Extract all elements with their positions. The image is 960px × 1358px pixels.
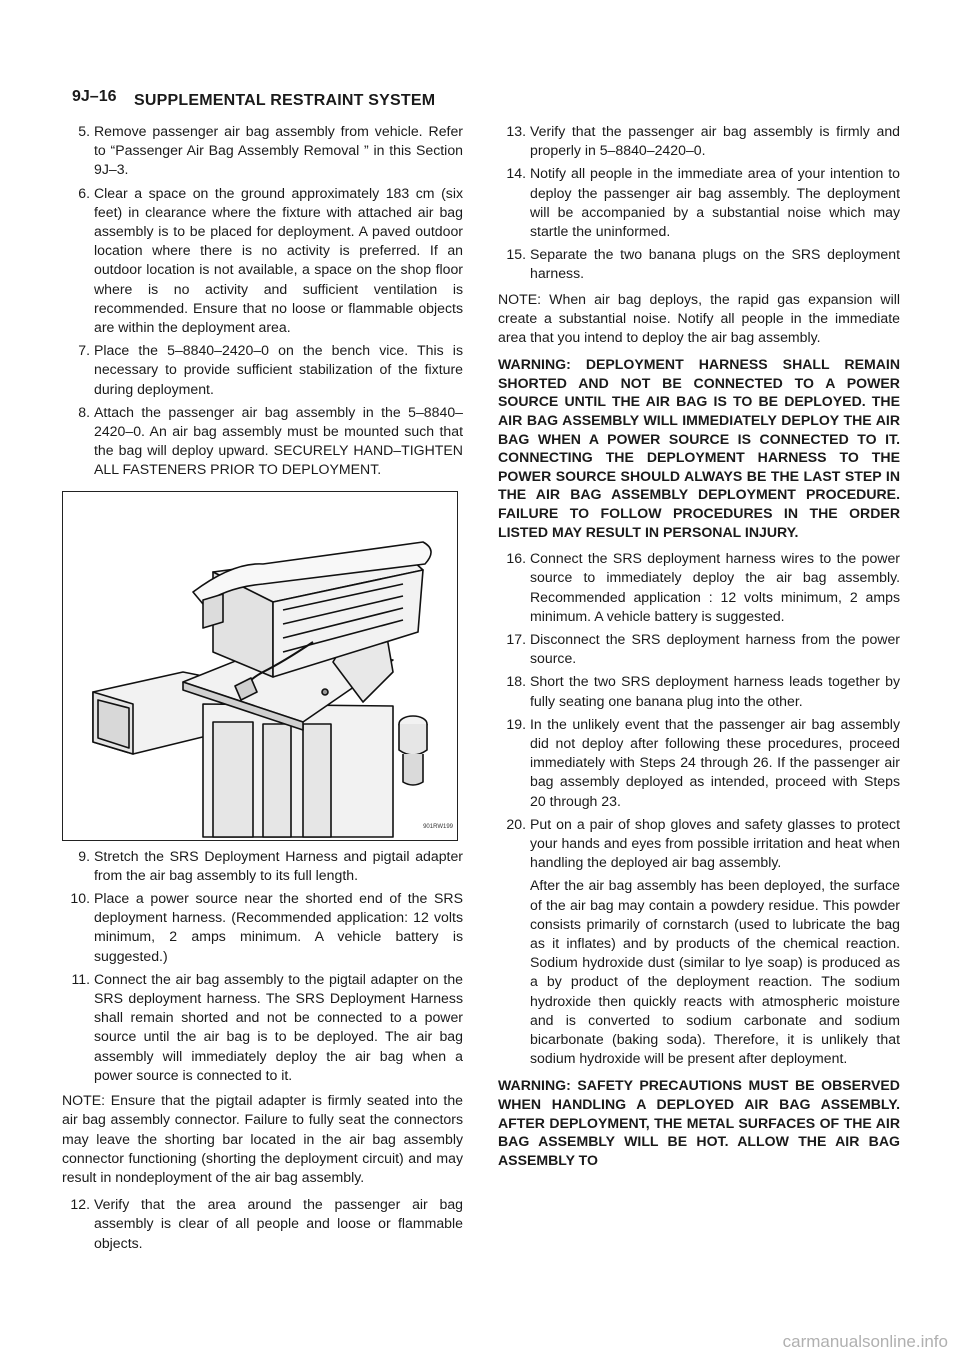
step-text [94, 184, 463, 338]
step-number: 9. [78, 847, 90, 864]
procedure-step [62, 122, 463, 180]
step-paragraph: Separate the two banana plugs on the SRS deployment harness. [530, 246, 900, 282]
step-number: 5. [78, 123, 90, 139]
step-number: 13. [506, 123, 526, 139]
step-text [94, 889, 463, 966]
step-paragraph: Remove passenger air bag assembly from vehicle. Refer to “Passenger Air Bag Assembly Removal ” in this Section 9J–3. [94, 123, 463, 178]
step-paragraph: Verify that the area around the passenger air bag assembly is clear of all people and loose or flammable objects. [94, 1196, 463, 1251]
procedure-step [62, 184, 463, 338]
step-text [530, 245, 900, 283]
note-right: NOTE: When air bag deploys, the rapid gas expansion will create a substantial noise. Notify all people in the immediate area that you intend to deploy the air bag assembly. [498, 290, 900, 346]
watermark: carmanualsonline.info [782, 1332, 948, 1351]
step-text [94, 341, 463, 399]
procedure-step [62, 403, 463, 480]
step-text [530, 815, 900, 1069]
right-column [498, 122, 900, 1177]
page-number: 9J–16 [72, 88, 117, 105]
procedure-step [62, 1195, 463, 1253]
step-text [94, 847, 463, 885]
warning-safety-precautions: WARNING: SAFETY PRECAUTIONS MUST BE OBSERVED WHEN HANDLING A DEPLOYED AIR BAG ASSEMBLY. AFTER DEPLOYMENT, THE METAL SURFACES OF THE AIR BAG ASSEMBLY WILL BE HOT. ALLOW THE AIR BAG ASSEMBLY TO [498, 1077, 900, 1168]
procedure-step [498, 672, 900, 710]
procedure-step [62, 847, 463, 885]
step-number: 19. [506, 715, 526, 732]
step-paragraph: In the unlikely event that the passenger air bag assembly did not deploy after following these procedures, proceed immediately with Steps 24 through 26. If the passenger air bag assembly deployed as intended, proceed with Steps 20 through 23. [530, 715, 900, 809]
step-paragraph: Verify that the passenger air bag assembly is firmly and properly in 5–8840–2420–0. [530, 123, 900, 159]
step-number: 20. [506, 815, 526, 832]
warning-deployment-harness: WARNING: DEPLOYMENT HARNESS SHALL REMAIN SHORTED AND NOT BE CONNECTED TO A POWER SOURCE UNTIL THE AIR BAG IS TO BE DEPLOYED. THE AIR BAG ASSEMBLY WILL IMMEDIATELY DEPLOY THE AIR BAG WHEN A POWER SOURCE IS CONNECTED TO IT. CONNECTING THE DEPLOYMENT HARNESS TO THE POWER SOURCE SHOULD ALWAYS BE THE LAST STEP IN THE AIR BAG ASSEMBLY DEPLOYMENT PROCEDURE. FAILURE TO FOLLOW PROCEDURES IN THE ORDER LISTED MAY RESULT IN PERSONAL INJURY. [498, 356, 900, 540]
step-number: 17. [506, 630, 526, 647]
procedure-step [62, 889, 463, 966]
step-number: 8. [78, 403, 90, 420]
step-number: 15. [506, 246, 526, 263]
step-paragraph: Connect the SRS deployment harness wires to the power source to immediately deploy the air bag assembly. Recommended application : 12 volts minimum, 2 amps minimum. A vehicle battery is suggested. [530, 550, 900, 624]
airbag-fixture-illustration [63, 492, 458, 841]
step-text [530, 715, 900, 811]
deployment-fixture-figure [62, 491, 458, 841]
step-number: 16. [506, 550, 526, 567]
figure-code: 901RW199 [423, 824, 453, 831]
step-paragraph: Short the two SRS deployment harness leads together by fully seating one banana plug into the other. [530, 673, 900, 709]
step-text [530, 630, 900, 668]
step-text [94, 1195, 463, 1253]
procedure-step [498, 815, 900, 1069]
step-paragraph: Place the 5–8840–2420–0 on the bench vice. This is necessary to provide sufficient stabilization of the fixture during deployment. [94, 342, 463, 397]
step-text [530, 122, 900, 160]
step-number: 12. [70, 1196, 90, 1213]
step-number: 11. [71, 970, 90, 987]
step-text [94, 970, 463, 1085]
procedure-step [498, 715, 900, 811]
step-number: 10. [70, 890, 90, 907]
step-text [530, 549, 900, 626]
step-text [530, 672, 900, 710]
step-paragraph: Put on a pair of shop gloves and safety glasses to protect your hands and eyes from possible irritation and heat when handling the deployed air bag assembly. [530, 815, 900, 871]
step-paragraph: Place a power source near the shorted end of the SRS deployment harness. (Recommended application: 12 volts minimum, 2 amps minimum. A vehicle battery is suggested.) [94, 890, 463, 964]
page-header [64, 88, 904, 112]
step-paragraph: Disconnect the SRS deployment harness from the power source. [530, 630, 900, 667]
procedure-step [498, 245, 900, 283]
procedure-step [62, 341, 463, 399]
step-paragraph: After the air bag assembly has been deployed, the surface of the air bag may contain a powdery residue. This powder consists primarily of cornstarch (used to lubricate the bag as it inflates) and by products of the chemical reaction. Sodium hydroxide dust (similar to lye soap) is produced as a by product of the deployment reaction. The sodium hydroxide then quickly reacts with atmospheric moisture and is converted to sodium carbonate and sodium bicarbonate (baking soda). Therefore, it is unlikely that sodium hydroxide will be present after deployment. [530, 877, 900, 1067]
step-number: 7. [78, 342, 90, 359]
section-title: SUPPLEMENTAL RESTRAINT SYSTEM [134, 92, 436, 109]
procedure-step [498, 549, 900, 626]
procedure-step [498, 164, 900, 241]
note-left: NOTE: Ensure that the pigtail adapter is firmly seated into the air bag assembly connector. Failure to fully seat the connectors may leave the shorting bar located in the air bag assembly connector functioning (shorting the deployment circuit) and may result in nondeployment of the air bag assembly. [62, 1092, 463, 1185]
step-paragraph: Stretch the SRS Deployment Harness and pigtail adapter from the air bag assembly to its full length. [94, 847, 463, 883]
step-paragraph: Attach the passenger air bag assembly in the 5–8840–2420–0. An air bag assembly must be mounted such that the bag will deploy upward. SECURELY HAND–TIGHTEN ALL FASTENERS PRIOR TO DEPLOYMENT. [94, 403, 463, 478]
step-paragraph: Connect the air bag assembly to the pigtail adapter on the SRS deployment harness. The SRS Deployment Harness shall remain shorted and not be connected to a power source until the air bag is to be deployed. The air bag assembly will immediately deploy the air bag when a power source is connected to it. [94, 970, 463, 1083]
procedure-step [498, 630, 900, 668]
step-number: 18. [506, 673, 526, 690]
step-paragraph: Notify all people in the immediate area of your intention to deploy the passenger air bag assembly. The deployment will be accompanied by a substantial noise which may startle the uninformed. [530, 165, 900, 240]
left-column [62, 122, 463, 1257]
step-number: 6. [78, 184, 90, 201]
step-text [94, 403, 463, 480]
step-paragraph: Clear a space on the ground approximately 183 cm (six feet) in clearance where the fixture with attached air bag assembly is to be placed for deployment. A paved outdoor location where there is no activity is preferred. If an outdoor location is not available, a space on the shop floor where is no activity and sufficient ventilation is recommended. Ensure that no loose or flammable objects are within the deployment area. [94, 184, 463, 336]
procedure-step [498, 122, 900, 160]
step-text [94, 122, 463, 180]
procedure-step [62, 970, 463, 1085]
step-number: 14. [506, 165, 526, 182]
step-text [530, 164, 900, 241]
